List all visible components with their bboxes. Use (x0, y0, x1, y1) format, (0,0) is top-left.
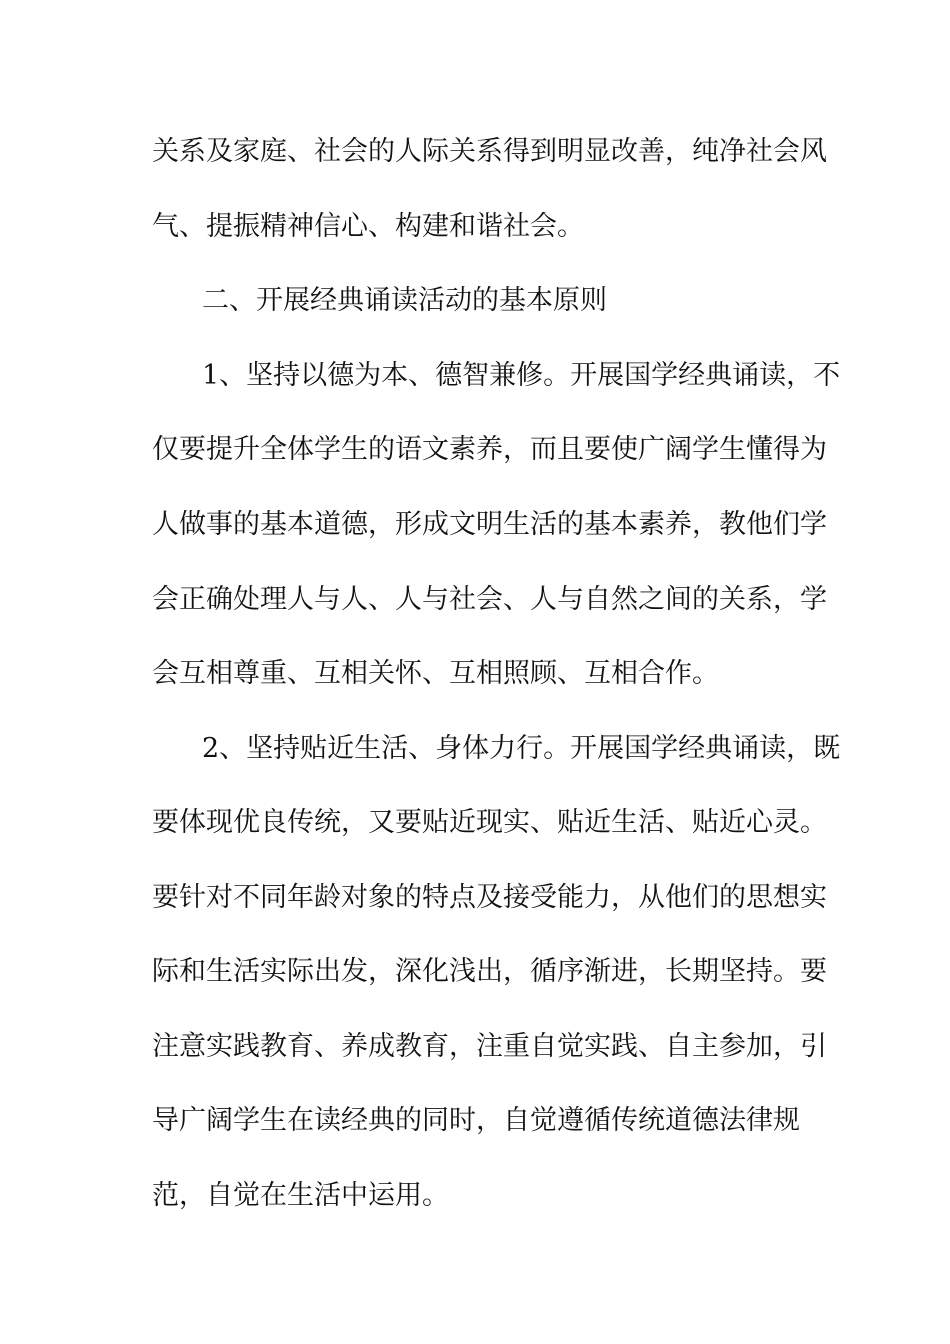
text-line: 仅要提升全体学生的语文素养，而且要使广阔学生懂得为 (152, 434, 827, 465)
text-line: 导广阔学生在读经典的同时，自觉遵循传统道德法律规 (152, 1105, 800, 1136)
text-line: 1、坚持以德为本、德智兼修。开展国学经典诵读，不 (202, 360, 841, 391)
text-line: 要针对不同年龄对象的特点及接受能力，从他们的思想实 (152, 882, 827, 913)
text-line: 会正确处理人与人、人与社会、人与自然之间的关系，学 (152, 584, 827, 615)
text-line: 关系及家庭、社会的人际关系得到明显改善，纯净社会风 (152, 136, 827, 167)
text-line: 要体现优良传统，又要贴近现实、贴近生活、贴近心灵。 (152, 807, 827, 838)
section-heading: 二、开展经典诵读活动的基本原则 (202, 285, 607, 316)
text-line: 人做事的基本道德，形成文明生活的基本素养，教他们学 (152, 509, 827, 540)
text-line: 范，自觉在生活中运用。 (152, 1180, 449, 1211)
text-line: 2、坚持贴近生活、身体力行。开展国学经典诵读，既 (202, 733, 841, 764)
text-line: 注意实践教育、养成教育，注重自觉实践、自主参加，引 (152, 1031, 827, 1062)
text-line: 际和生活实际出发，深化浅出，循序渐进，长期坚持。要 (152, 956, 827, 987)
text-line: 会互相尊重、互相关怀、互相照顾、互相合作。 (152, 658, 719, 689)
text-line: 气、提振精神信心、构建和谐社会。 (152, 211, 584, 242)
